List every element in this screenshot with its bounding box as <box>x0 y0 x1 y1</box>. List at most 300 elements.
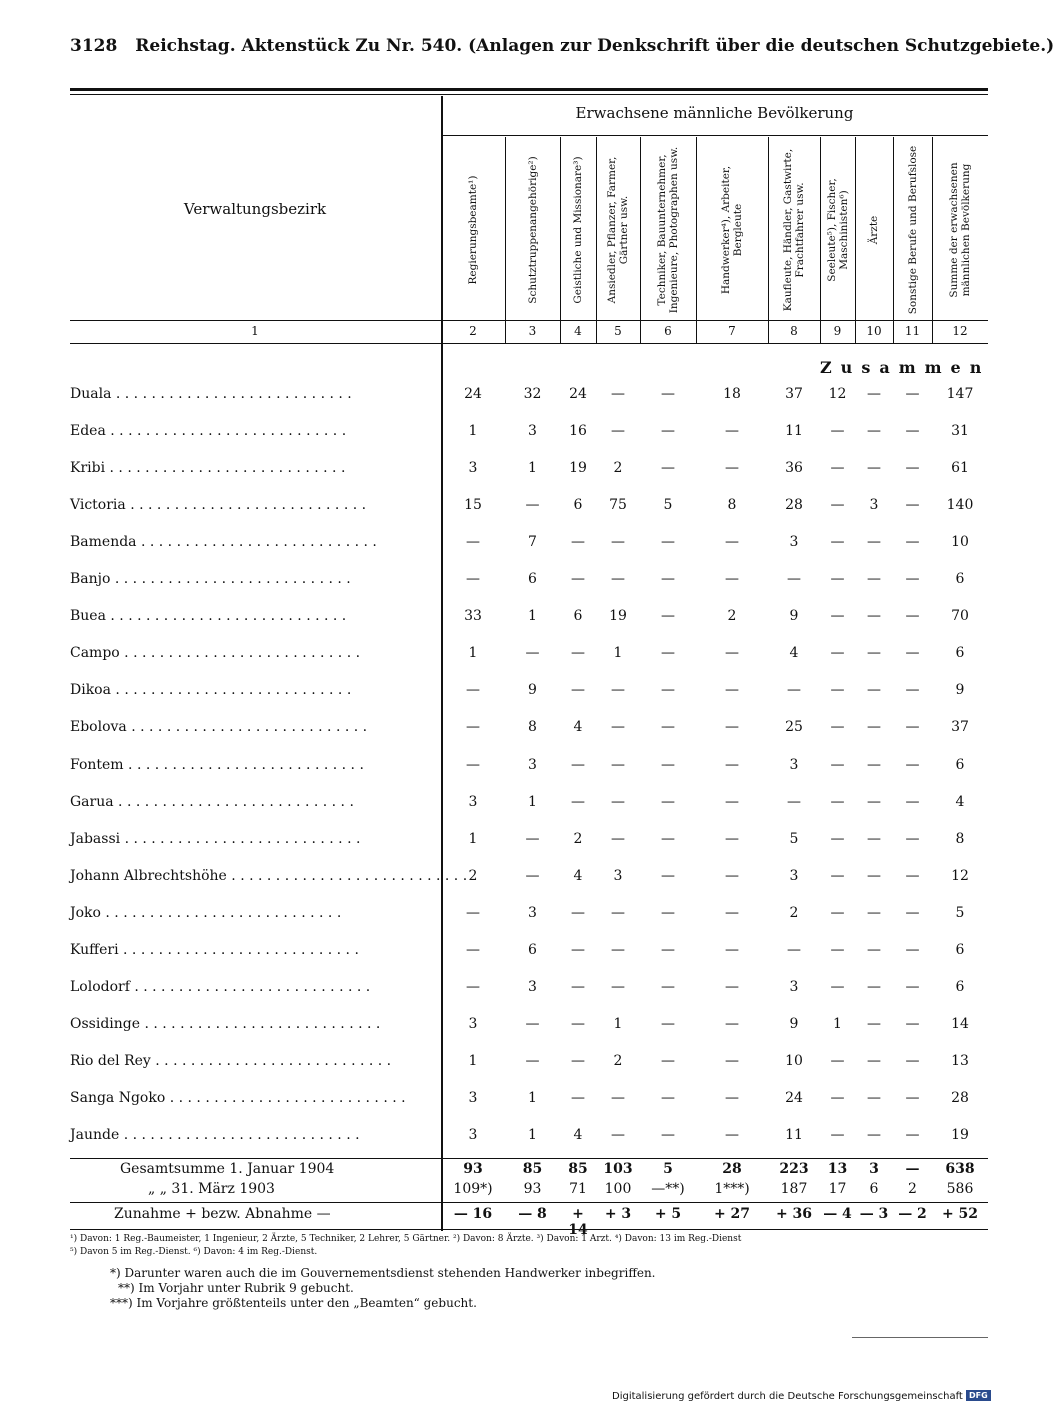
column-number: 3 <box>528 324 537 338</box>
table-cell: — <box>787 793 801 810</box>
table-cell: — <box>830 793 845 810</box>
table-row <box>70 423 988 447</box>
district-name <box>70 794 438 810</box>
column-rule <box>768 137 769 343</box>
table-cell: 10 <box>951 534 969 551</box>
table-cell: 19 <box>951 1127 969 1143</box>
table-cell: 93 <box>463 1161 483 1177</box>
table-cell: — <box>787 682 801 699</box>
table-cell: 5 <box>663 497 673 514</box>
table-cell: — <box>661 1015 675 1032</box>
table-cell: — <box>571 1089 585 1106</box>
table-cell: — <box>905 608 920 625</box>
column-rule <box>855 137 856 343</box>
table-cell: + 27 <box>713 1206 751 1222</box>
table-row <box>70 1127 988 1151</box>
table-cell: 9 <box>789 608 799 625</box>
table-cell: 3 <box>468 460 478 477</box>
table-cell: — <box>905 978 920 995</box>
table-cell: 36 <box>785 460 803 477</box>
column-number: 12 <box>952 324 968 338</box>
leader-dots: . . . . . . . . . . . . . . . . . . . . . . . . . . . <box>126 719 368 736</box>
table-cell: 586 <box>946 1181 974 1197</box>
table-cell: 3 <box>789 534 799 551</box>
table-cell: — <box>661 978 675 995</box>
table-cell: 24 <box>785 1089 803 1106</box>
note-line: **) Im Vorjahr unter Rubrik 9 gebucht. <box>118 1281 354 1295</box>
table-cell: — <box>661 534 675 551</box>
column-header-label: Schutztruppenangehörige²) <box>526 156 539 304</box>
column-number: 11 <box>904 324 921 338</box>
table-cell: — <box>830 645 845 662</box>
table-cell: 37 <box>785 386 803 402</box>
table-cell: — <box>725 1089 739 1106</box>
table-cell: 3 <box>468 1015 478 1032</box>
table-row <box>70 719 988 743</box>
table-cell: — <box>905 941 920 958</box>
table-cell: 85 <box>568 1161 588 1177</box>
table-cell: — <box>725 867 739 884</box>
table-cell: 1 <box>468 1052 478 1069</box>
leader-dots: . . . . . . . . . . . . . . . . . . . . . . . . . . . <box>111 386 352 402</box>
table-cell: 13 <box>827 1161 848 1177</box>
leader-dots: . . . . . . . . . . . . . . . . . . . . . . . . . . . <box>165 1089 406 1106</box>
table-cell: — <box>905 1161 920 1177</box>
district-name <box>70 682 438 698</box>
district-header: Verwaltungsbezirk <box>183 200 327 218</box>
table-cell: 11 <box>785 423 803 440</box>
district-name <box>70 645 438 661</box>
table-cell: 6 <box>955 756 965 773</box>
table-cell: — <box>725 645 739 662</box>
table-cell: — <box>466 682 480 699</box>
table-cell: 19 <box>609 608 627 625</box>
table-cell: — <box>611 386 625 402</box>
table-cell: — <box>466 571 480 588</box>
table-cell: 638 <box>945 1161 975 1177</box>
table-cell: 187 <box>780 1181 808 1197</box>
table-cell: 85 <box>522 1161 543 1177</box>
table-cell: — <box>466 978 480 995</box>
table-cell: — <box>661 571 675 588</box>
district-name <box>70 497 438 513</box>
table-cell: — <box>466 534 480 551</box>
table-cell: 28 <box>722 1161 742 1177</box>
table-cell: 1 <box>613 1015 623 1032</box>
table-cell: — <box>661 830 675 847</box>
table-cell: — <box>905 719 920 736</box>
table-cell: — <box>725 756 739 773</box>
table-cell: — <box>830 830 845 847</box>
table-cell: — <box>725 682 739 699</box>
table-cell: — <box>830 904 845 921</box>
district-name <box>70 386 438 402</box>
table-cell: + 36 <box>775 1206 813 1222</box>
table-cell: + 5 <box>654 1206 682 1222</box>
district-name <box>70 571 438 587</box>
table-cell: — <box>867 1127 881 1143</box>
column-header <box>768 140 820 320</box>
table-row <box>70 571 988 595</box>
table-cell: 24 <box>569 386 587 402</box>
column-header-label: Ansiedler, Pflanzer, Farmer, Gärtner usw. <box>606 156 630 304</box>
district-name-text: Ebolova <box>70 719 127 736</box>
table-cell: — <box>787 941 801 958</box>
table-cell: — <box>867 978 881 995</box>
table-row <box>70 608 988 632</box>
table-cell: 1 <box>613 645 623 662</box>
end-rule <box>852 1337 988 1338</box>
table-cell: — <box>867 682 881 699</box>
column-rule <box>696 137 697 343</box>
table-cell: 5 <box>955 904 965 921</box>
table-cell: 4 <box>573 867 583 884</box>
table-cell: 2 <box>789 904 799 921</box>
table-cell: 3 <box>789 756 799 773</box>
table-cell: — <box>905 1015 920 1032</box>
column-number: 9 <box>833 324 842 338</box>
district-name-text: Jaunde <box>70 1127 120 1143</box>
table-cell: — <box>830 867 845 884</box>
header-rule <box>70 320 988 321</box>
table-cell: 1 <box>468 830 478 847</box>
column-rule <box>820 137 821 343</box>
table-cell: — <box>830 497 845 514</box>
column-header-label: Ärzte <box>868 215 880 245</box>
leader-dots: . . . . . . . . . . . . . . . . . . . . . . . . . . . <box>105 460 346 477</box>
table-cell: 6 <box>955 941 965 958</box>
table-cell: — 8 <box>518 1206 547 1222</box>
table-cell: — <box>611 793 625 810</box>
top-rule-thin <box>70 94 988 95</box>
table-cell: — <box>661 645 675 662</box>
table-cell: — <box>611 534 625 551</box>
table-cell: — 2 <box>898 1206 927 1222</box>
table-cell: 31 <box>951 423 969 440</box>
table-cell: — <box>525 1052 540 1069</box>
table-cell: — <box>661 756 675 773</box>
table-cell: 19 <box>569 460 587 477</box>
column-rule <box>640 137 641 343</box>
table-cell: — <box>830 756 845 773</box>
table-cell: — <box>611 830 625 847</box>
table-cell: — <box>466 904 480 921</box>
digitization-credit: Digitalisierung gefördert durch die Deutsche Forschungsgemeinschaft <box>612 1391 963 1402</box>
table-cell: 2 <box>727 608 737 625</box>
table-cell: — <box>867 941 881 958</box>
table-cell: — <box>661 904 675 921</box>
district-name-text: Bamenda <box>70 534 137 551</box>
column-header-label: Regierungsbeamte¹) <box>467 175 479 285</box>
column-header <box>820 140 855 320</box>
table-row <box>70 534 988 558</box>
running-head <box>70 36 1054 56</box>
table-cell: 1 <box>528 1127 537 1143</box>
table-cell: — <box>905 1127 920 1143</box>
table-row <box>70 905 988 929</box>
table-cell: — <box>787 571 801 588</box>
table-cell: — <box>725 1052 739 1069</box>
table-cell: 14 <box>951 1015 969 1032</box>
table-cell: — <box>661 1089 675 1106</box>
table-cell: 5 <box>663 1161 673 1177</box>
table-row <box>70 1090 988 1114</box>
table-cell: — <box>830 1089 845 1106</box>
table-cell: 109*) <box>453 1181 493 1197</box>
table-cell: 4 <box>573 719 583 736</box>
table-cell: — <box>905 756 920 773</box>
table-cell: 24 <box>464 386 482 402</box>
table-cell: — <box>905 497 920 514</box>
leader-dots: . . . . . . . . . . . . . . . . . . . . . . . . . . . <box>105 423 347 440</box>
district-name-text: Rio del Rey <box>70 1052 151 1069</box>
table-cell: — <box>867 830 881 847</box>
table-cell: — <box>611 941 625 958</box>
column-number-rule <box>70 343 988 344</box>
table-cell: — <box>867 1089 881 1106</box>
table-cell: 12 <box>828 386 847 402</box>
table-cell: — <box>830 978 845 995</box>
district-name-text: „ „ 31. März 1903 <box>148 1181 275 1197</box>
column-header-label: Sonstige Berufe und Berufslose <box>906 145 919 315</box>
table-cell: — <box>830 423 845 440</box>
district-name <box>70 1090 438 1106</box>
table-cell: 6 <box>528 941 537 958</box>
table-cell: 8 <box>727 497 737 514</box>
table-cell: — <box>611 904 625 921</box>
table-row <box>70 868 988 892</box>
table-cell: — <box>661 793 675 810</box>
leader-dots: . . . . . . . . . . . . . . . . . . . . . . . . . . . <box>105 608 347 625</box>
table-cell: — <box>725 423 739 440</box>
table-cell: 37 <box>951 719 969 736</box>
table-cell: — <box>571 1015 585 1032</box>
table-cell: — <box>830 682 845 699</box>
column-header <box>596 140 640 320</box>
table-cell: 1 <box>528 1089 537 1106</box>
column-header-label: Handwerker⁴), Arbeiter, Bergleute <box>720 165 744 295</box>
table-row <box>70 497 988 521</box>
table-cell: — <box>571 978 585 995</box>
table-cell: — <box>905 1052 920 1069</box>
table-cell: 3 <box>613 867 623 884</box>
totals-rule <box>70 1158 988 1159</box>
table-cell: — <box>525 645 540 662</box>
district-name-text: Buea <box>70 608 106 625</box>
table-cell: 61 <box>951 460 969 477</box>
leader-dots: . . . . . . . . . . . . . . . . . . . . . . . . . . . <box>113 793 354 810</box>
district-name-text: Victoria <box>70 497 126 514</box>
table-cell: 100 <box>604 1181 632 1197</box>
table-cell: — <box>905 793 920 810</box>
table-row <box>70 757 988 781</box>
district-name-text: Edea <box>70 423 106 440</box>
district-name <box>70 608 438 624</box>
column-rule <box>596 137 597 343</box>
table-cell: — <box>571 904 585 921</box>
table-cell: 1 <box>468 645 478 662</box>
table-cell: — <box>867 460 881 477</box>
table-cell: — <box>867 645 881 662</box>
table-cell: — <box>571 793 585 810</box>
table-cell: — <box>725 978 739 995</box>
table-cell: — <box>571 941 585 958</box>
table-cell: — <box>661 1052 675 1069</box>
column-header-label: Techniker, Bauunternehmer, Ingenieure, Photographen usw. <box>656 146 680 314</box>
district-name <box>70 979 438 995</box>
table-cell: — 3 <box>859 1206 889 1222</box>
table-cell: 8 <box>528 719 537 736</box>
table-cell: 3 <box>789 867 799 884</box>
district-name-text: Johann Albrechtshöhe <box>70 867 227 884</box>
table-cell: — <box>867 534 881 551</box>
district-name <box>70 757 438 773</box>
district-name <box>70 905 438 921</box>
table-cell: — <box>867 386 881 402</box>
table-cell: — <box>867 719 881 736</box>
table-cell: — <box>661 682 675 699</box>
column-rule <box>932 137 933 343</box>
table-notes <box>110 1266 810 1311</box>
column-number: 7 <box>728 324 736 338</box>
table-cell: 6 <box>528 571 537 588</box>
table-cell: — <box>905 830 920 847</box>
table-cell: — <box>725 904 739 921</box>
table-cell: — <box>905 423 920 440</box>
column-number: 2 <box>469 324 477 338</box>
district-name-text: Dikoa <box>70 682 111 699</box>
table-cell: + 14 <box>568 1206 588 1238</box>
table-cell: 1 <box>833 1015 842 1032</box>
table-cell: — <box>661 719 675 736</box>
column-header <box>441 140 505 320</box>
column-header-label: Seeleute⁵), Fischer, Maschinisten⁶) <box>825 178 850 282</box>
leader-dots: . . . . . . . . . . . . . . . . . . . . . . . . . . . <box>110 682 352 699</box>
table-cell: 1 <box>528 460 537 477</box>
table-cell: — <box>905 571 920 588</box>
district-name-text: Ossidinge <box>70 1015 141 1032</box>
leader-dots: . . . . . . . . . . . . . . . . . . . . . . . . . . . <box>129 978 371 995</box>
table-cell: — <box>571 645 585 662</box>
table-cell: 4 <box>573 1127 583 1143</box>
leader-dots: . . . . . . . . . . . . . . . . . . . . . . . . . . . <box>100 904 342 921</box>
table-row <box>70 831 988 855</box>
table-cell: — <box>830 719 845 736</box>
top-rule <box>70 88 988 91</box>
table-cell: — <box>905 904 920 921</box>
column-number: 4 <box>574 324 582 338</box>
table-cell: — <box>571 756 585 773</box>
table-cell: — <box>611 682 625 699</box>
table-cell: — <box>611 1089 625 1106</box>
table-cell: 17 <box>828 1181 847 1197</box>
table-cell: — <box>661 941 675 958</box>
district-name-text: Duala <box>70 386 112 402</box>
table-cell: — 16 <box>453 1206 493 1222</box>
dfg-logo: DFG <box>966 1390 991 1401</box>
table-cell: — <box>867 904 881 921</box>
district-name-text: Kufferi <box>70 941 119 958</box>
district-name-text: Banjo <box>70 571 111 588</box>
column-number: 8 <box>790 324 798 338</box>
table-cell: — <box>661 1127 675 1143</box>
table-cell: 13 <box>951 1052 969 1069</box>
table-cell: 28 <box>951 1089 969 1106</box>
table-cell: — <box>725 534 739 551</box>
table-cell: 16 <box>569 423 587 440</box>
column-number: 5 <box>614 324 622 338</box>
table-row <box>70 794 988 818</box>
table-cell: — <box>661 423 675 440</box>
table-cell: — <box>466 719 480 736</box>
table-cell: 10 <box>785 1052 803 1069</box>
table-cell: — <box>867 571 881 588</box>
leader-dots: . . . . . . . . . . . . . . . . . . . . . . . . . . . <box>110 571 351 588</box>
leader-dots: . . . . . . . . . . . . . . . . . . . . . . . . . . . <box>119 1127 360 1143</box>
table-row <box>70 1053 988 1077</box>
table-cell: — <box>867 793 881 810</box>
district-name <box>70 719 438 735</box>
table-cell: — <box>905 645 920 662</box>
table-cell: — <box>830 534 845 551</box>
table-cell: 8 <box>955 830 965 847</box>
table-cell: 3 <box>528 904 537 921</box>
table-cell: — <box>867 867 881 884</box>
table-cell: — <box>571 571 585 588</box>
table-cell: 75 <box>609 497 627 514</box>
district-name-text: Campo <box>70 645 120 662</box>
column-header <box>855 140 893 320</box>
table-cell: 3 <box>468 793 478 810</box>
district-name-text: Lolodorf <box>70 978 130 995</box>
table-cell: 12 <box>951 867 969 884</box>
table-row <box>70 979 988 1003</box>
table-cell: 4 <box>955 793 965 810</box>
table-cell: 1 <box>528 608 537 625</box>
district-name-text: Kribi <box>70 460 106 477</box>
district-name <box>70 1206 482 1222</box>
table-cell: — <box>905 682 920 699</box>
table-cell: — 4 <box>823 1206 852 1222</box>
table-cell: — <box>725 1015 739 1032</box>
table-cell: 140 <box>946 497 974 514</box>
table-cell: — <box>661 867 675 884</box>
column-header <box>640 140 696 320</box>
column-rule <box>560 137 561 343</box>
column-number: 1 <box>251 324 259 338</box>
district-name <box>70 1127 438 1143</box>
district-name <box>70 1161 488 1177</box>
column-header-label: Kaufleute, Händler, Gastwirte, Frachtfahrer usw. <box>782 148 806 312</box>
table-cell: 2 <box>613 1052 623 1069</box>
table-cell: 6 <box>955 571 965 588</box>
table-cell: 3 <box>869 1161 879 1177</box>
table-cell: 147 <box>946 386 974 402</box>
table-cell: — <box>661 608 675 625</box>
leader-dots: . . . . . . . . . . . . . . . . . . . . . . . . . . . <box>136 534 377 551</box>
table-cell: 32 <box>523 386 542 402</box>
leader-dots: . . . . . . . . . . . . . . . . . . . . . . . . . . . <box>226 867 468 884</box>
district-name-text: Joko <box>70 904 101 921</box>
leader-dots: . . . . . . . . . . . . . . . . . . . . . . . . . . . <box>118 941 359 958</box>
page-title: Reichstag. Aktenstück Zu Nr. 540. (Anlagen zur Denkschrift über die deutschen Schutzgebiete.) <box>135 36 1054 56</box>
table-cell: — <box>725 1127 739 1143</box>
column-header <box>696 140 768 320</box>
table-cell: 6 <box>955 645 965 662</box>
table-cell: 9 <box>955 682 965 699</box>
table-cell: 7 <box>528 534 537 551</box>
note-line: ***) Im Vorjahre größtenteils unter den „Beamten“ gebucht. <box>110 1296 477 1310</box>
